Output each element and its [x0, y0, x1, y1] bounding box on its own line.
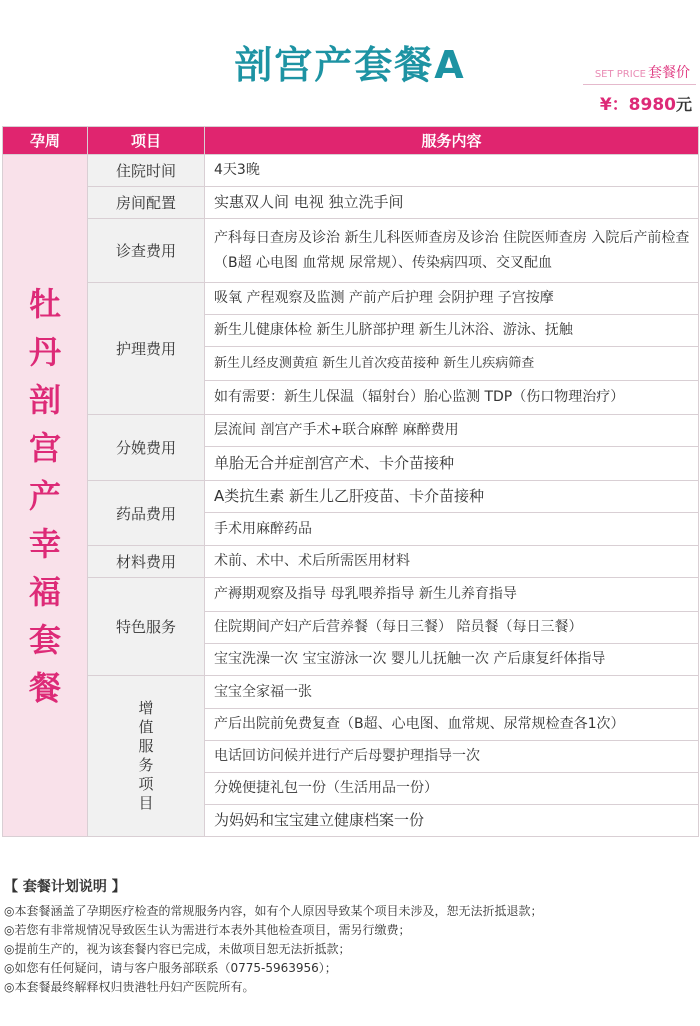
note-item: ◎提前生产的，视为该套餐内容已完成，未做项目恕无法折抵款；: [4, 942, 351, 956]
price-value: [600, 90, 692, 115]
table-row: [3, 187, 699, 219]
page-title: 剖宫产套餐A: [234, 43, 466, 87]
service-content: 吸氧 产程观察及监测 产前产后护理 会阴护理 子宫按摩: [205, 283, 699, 315]
package-notes: [4, 876, 696, 997]
header-item: 项目: [88, 127, 205, 155]
item-label: 材料费用: [88, 546, 205, 578]
table-row: [3, 155, 699, 187]
table-row: [3, 283, 699, 315]
item-label: 护理费用: [88, 283, 205, 415]
note-item: ◎如您有任何疑问，请与客户服务部联系（0775-5963956）；: [4, 961, 337, 975]
service-content: 电话回访问候并进行产后母婴护理指导一次: [205, 741, 699, 773]
item-label: 诊查费用: [88, 219, 205, 283]
note-item: ◎若您有非常规情况导致医生认为需进行本表外其他检查项目，需另行缴费；: [4, 923, 411, 937]
table-row: [3, 676, 699, 709]
table-row: [3, 219, 699, 283]
item-label: 房间配置: [88, 187, 205, 219]
service-content: 分娩便捷礼包一份（生活用品一份）: [205, 773, 699, 805]
service-content: 术前、术中、术后所需医用材料: [205, 546, 699, 578]
table-row: [3, 481, 699, 513]
note-item: ◎本套餐最终解释权归贵港牡丹妇产医院所有。: [4, 980, 255, 994]
item-label: 药品费用: [88, 481, 205, 546]
service-content: 单胎无合并症剖宫产术、卡介苗接种: [205, 447, 699, 481]
note-item: ◎本套餐涵盖了孕期医疗检查的常规服务内容，如有个人原因导致某个项目未涉及，恕无法折抵退款；: [4, 904, 543, 918]
service-content: 层流间 剖宫产手术+联合麻醉 麻醉费用: [205, 415, 699, 447]
header-content: 服务内容: [205, 127, 699, 155]
price-unit: 元: [675, 95, 692, 114]
service-content: 产褥期观察及指导 母乳喂养指导 新生儿养育指导: [205, 578, 699, 612]
value-added-label: 增值服务项目: [88, 676, 205, 837]
service-content: 新生儿健康体检 新生儿脐部护理 新生儿沐浴、游泳、抚触: [205, 315, 699, 347]
package-table: [2, 126, 699, 837]
service-content: 实惠双人间 电视 独立洗手间: [205, 187, 699, 219]
service-content: 住院期间产妇产后营养餐（每日三餐） 陪员餐（每日三餐）: [205, 612, 699, 644]
table-row: [3, 578, 699, 612]
table-row: [3, 546, 699, 578]
price-label-en: SET PRICE: [594, 69, 646, 80]
package-side-label: 牡丹剖宫产幸福套餐: [3, 155, 88, 837]
service-content: 宝宝洗澡一次 宝宝游泳一次 婴儿儿抚触一次 产后康复纤体指导: [205, 644, 699, 676]
item-label: 住院时间: [88, 155, 205, 187]
price-label: [595, 62, 690, 82]
price-divider: [583, 84, 696, 85]
price-amount: ¥：8980: [599, 95, 676, 115]
item-label: 特色服务: [88, 578, 205, 676]
item-label: 分娩费用: [88, 415, 205, 481]
service-content: 手术用麻醉药品: [205, 513, 699, 546]
service-content: 产后出院前免费复查（B超、心电图、血常规、尿常规检查各1次）: [205, 709, 699, 741]
service-content: 宝宝全家福一张: [205, 676, 699, 709]
service-content: 如有需要：新生儿保温（辐射台）胎心监测 TDP（伤口物理治疗）: [205, 381, 699, 415]
service-content: A类抗生素 新生儿乙肝疫苗、卡介苗接种: [205, 481, 699, 513]
service-content: 新生儿经皮测黄疸 新生儿首次疫苗接种 新生儿疾病筛查: [205, 347, 699, 381]
service-content: 为妈妈和宝宝建立健康档案一份: [205, 805, 699, 837]
service-content: 4天3晚: [205, 155, 699, 187]
service-content: 产科每日查房及诊治 新生儿科医师查房及诊治 住院医师查房 入院后产前检查（B超 心电图 血常规 尿常规）、传染病四项、交叉配血: [205, 219, 699, 283]
header-week: 孕周: [3, 127, 88, 155]
table-row: [3, 415, 699, 447]
notes-title: 【 套餐计划说明 】: [4, 879, 126, 895]
table-header-row: [3, 127, 699, 155]
price-label-zh: 套餐价: [648, 65, 690, 81]
